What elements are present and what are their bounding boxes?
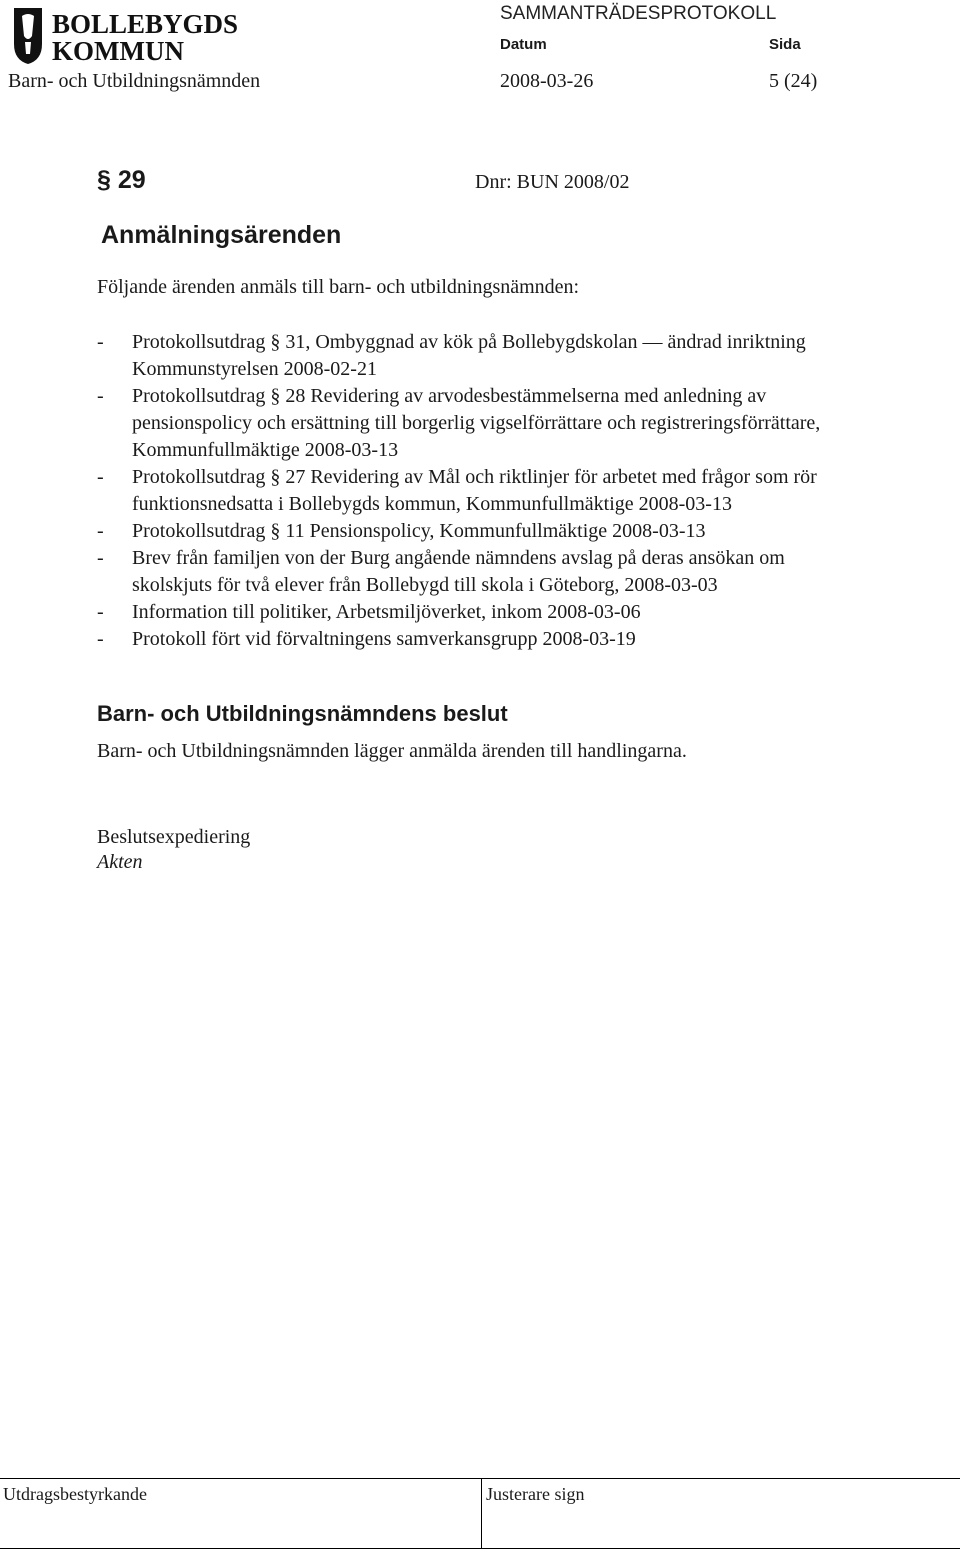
committee-name: Barn- och Utbildningsnämnden [8, 70, 261, 92]
expediting-recipient: Akten [97, 851, 143, 873]
list-dash: - [97, 520, 104, 542]
logo-text-line2: KOMMUN [52, 36, 184, 66]
expediting-label: Beslutsexpediering [97, 826, 251, 848]
list-item-line: Protokollsutdrag § 28 Revidering av arvodesbestämmelserna med anledning av [132, 385, 767, 407]
section-title: Anmälningsärenden [101, 221, 342, 249]
list-dash: - [97, 601, 104, 623]
list-dash: - [97, 628, 104, 650]
list-item [97, 464, 937, 518]
list-dash: - [97, 547, 104, 569]
decision-text: Barn- och Utbildningsnämnden lägger anmälda ärenden till handlingarna. [97, 740, 687, 762]
list-item-line: Protokollsutdrag § 11 Pensionspolicy, Kommunfullmäktige 2008-03-13 [132, 520, 706, 542]
municipality-logo [8, 6, 248, 66]
list-item [97, 518, 937, 545]
logo-text-line1: BOLLEBYGDS [52, 9, 239, 39]
list-item-line: pensionspolicy och ersättning till borgerlig vigselförrättare och registreringsförrättare, [132, 412, 821, 434]
footer-bottom-rule [0, 1548, 960, 1549]
list-item [97, 599, 937, 626]
list-item [97, 545, 937, 599]
reported-items-list [97, 329, 937, 653]
footer-signature-label: Justerare sign [486, 1484, 585, 1504]
page-number: 5 (24) [769, 70, 818, 92]
list-dash: - [97, 466, 104, 488]
list-item [97, 329, 937, 383]
paragraph-number: § 29 [97, 166, 146, 194]
bollebygd-crest-icon [8, 6, 248, 66]
list-item-line: Kommunfullmäktige 2008-03-13 [132, 439, 399, 461]
list-item-line: funktionsnedsatta i Bollebygds kommun, Kommunfullmäktige 2008-03-13 [132, 493, 732, 515]
footer-attestation-label: Utdragsbestyrkande [3, 1484, 147, 1504]
list-item-line: Brev från familjen von der Burg angående nämndens avslag på deras ansökan om [132, 547, 785, 569]
section-intro: Följande ärenden anmäls till barn- och utbildningsnämnden: [97, 276, 580, 298]
footer-divider [481, 1478, 482, 1549]
list-item-line: Information till politiker, Arbetsmiljöverket, inkom 2008-03-06 [132, 601, 641, 623]
list-item-line: Protokollsutdrag § 31, Ombyggnad av kök på Bollebygdskolan — ändrad inriktning [132, 331, 806, 353]
page-label: Sida [769, 36, 801, 53]
protocol-title: SAMMANTRÄDESPROTOKOLL [500, 3, 777, 24]
list-dash: - [97, 331, 104, 353]
diary-number: Dnr: BUN 2008/02 [475, 171, 630, 193]
list-item [97, 626, 937, 653]
list-item-line: Kommunstyrelsen 2008-02-21 [132, 358, 377, 380]
meeting-date: 2008-03-26 [500, 70, 594, 92]
list-dash: - [97, 385, 104, 407]
list-item [97, 383, 937, 464]
list-item-line: skolskjuts för två elever från Bollebygd till skola i Göteborg, 2008-03-03 [132, 574, 718, 596]
list-item-line: Protokoll fört vid förvaltningens samverkansgrupp 2008-03-19 [132, 628, 636, 650]
date-label: Datum [500, 36, 547, 53]
list-item-line: Protokollsutdrag § 27 Revidering av Mål och riktlinjer för arbetet med frågor som rör [132, 466, 817, 488]
decision-heading: Barn- och Utbildningsnämndens beslut [97, 701, 508, 726]
footer-top-rule [0, 1478, 960, 1479]
